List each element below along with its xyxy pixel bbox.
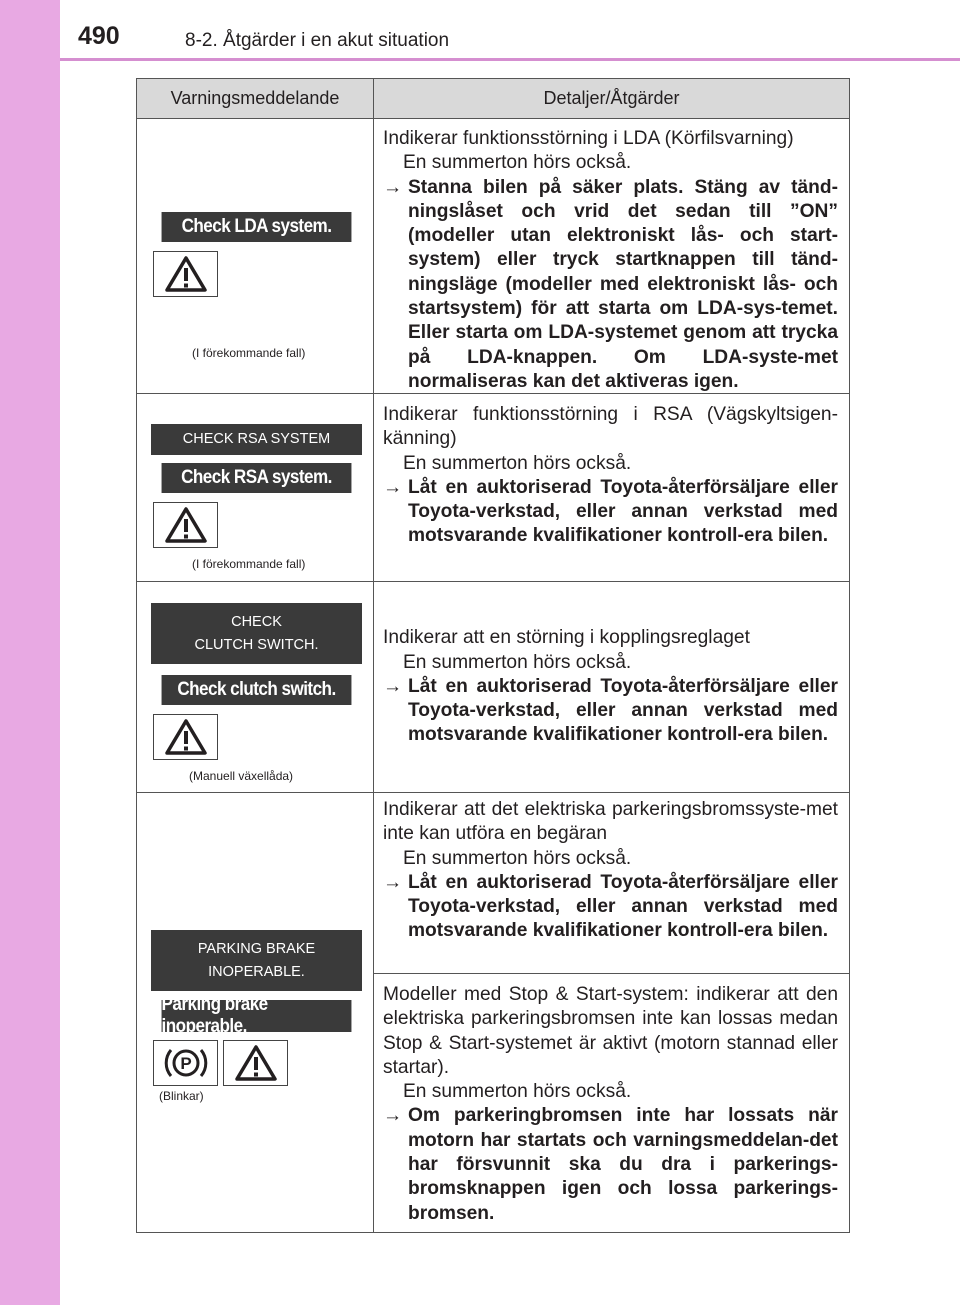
- message-line: INOPERABLE.: [208, 963, 305, 980]
- warning-triangle-icon: [164, 506, 208, 544]
- warning-icon-box: [153, 714, 218, 760]
- warning-icon-box: [153, 502, 218, 548]
- table-row: [137, 582, 849, 793]
- message-display: Check RSA system.: [162, 463, 352, 493]
- action-text: Låt en auktoriserad Toyota-återförsäljare eller Toyota-verkstad, eller annan verkstad med motsvarande kvalifikationer kontroll-era bilen.: [408, 871, 838, 942]
- action-text: Om parkeringbromsen inte har lossats när motorn har startats och varningsmeddelan-det har försvunnit ska du dra i parkerings-bromsknappen igen och lossa parkerings-bromsen.: [408, 1105, 838, 1224]
- details-intro: Indikerar att en störning i kopplingsreglaget: [383, 627, 750, 649]
- arrow-icon: →: [383, 871, 403, 893]
- details-cell: [374, 119, 849, 393]
- action-item: [383, 176, 838, 395]
- arrow-icon: →: [383, 1105, 403, 1127]
- header-rule: [60, 58, 960, 61]
- warning-icon-box: [153, 251, 218, 297]
- details-intro: Indikerar funktionsstörning i LDA (Körfilsvarning): [383, 128, 794, 149]
- arrow-icon: →: [383, 675, 403, 697]
- action-item: [383, 476, 838, 549]
- action-item: [383, 1104, 838, 1225]
- buzzer-note: En summerton hörs också.: [403, 152, 632, 174]
- page-number: 490: [78, 22, 120, 50]
- message-display: Parking brake inoperable.: [162, 1000, 352, 1032]
- details-cell: [374, 394, 849, 581]
- message-line: CLUTCH SWITCH.: [194, 636, 319, 653]
- details-intro: Indikerar funktionsstörning i RSA (Vägskyltsigen-känning): [383, 404, 838, 450]
- message-display: Check LDA system.: [162, 212, 352, 242]
- details-intro: Indikerar att det elektriska parkeringsbromssyste-met inte kan utföra en begäran: [383, 799, 838, 845]
- message-cell: [137, 394, 374, 581]
- column-header-message: Varningsmeddelande: [137, 79, 374, 118]
- details-text: [374, 119, 849, 394]
- condition-note: (Blinkar): [159, 1089, 204, 1103]
- details-intro: Modeller med Stop & Start-system: indikerar att den elektriska parkeringsbromsen inte kan lossas medan Stop & Start-systemet är aktivt (motorn stannad eller startar).: [383, 984, 838, 1078]
- svg-text:P: P: [179, 1054, 192, 1073]
- section-title: 8-2. Åtgärder i en akut situation: [185, 30, 450, 51]
- warning-triangle-icon: [164, 718, 208, 756]
- details-cell: [374, 582, 849, 792]
- action-text: Låt en auktoriserad Toyota-återförsäljare eller Toyota-verkstad, eller annan verkstad med motsvarande kvalifikationer kontroll-era bilen.: [408, 476, 838, 547]
- table-row: [137, 793, 849, 1233]
- buzzer-note: En summerton hörs också.: [403, 651, 632, 673]
- parking-brake-icon: [162, 1043, 210, 1083]
- column-header-details: Detaljer/Åtgärder: [543, 88, 680, 108]
- message-display: CHECK RSA SYSTEM: [151, 424, 362, 455]
- parking-brake-icon-box: [153, 1040, 218, 1086]
- message-display: [151, 930, 362, 991]
- message-cell: [137, 119, 374, 393]
- details-text: [374, 974, 849, 1226]
- message-display: Check clutch switch.: [162, 675, 352, 705]
- message-line: CHECK: [231, 613, 282, 630]
- warning-triangle-icon: [164, 255, 208, 293]
- arrow-icon: →: [383, 476, 403, 498]
- buzzer-note: En summerton hörs också.: [403, 452, 632, 474]
- action-text: Låt en auktoriserad Toyota-återförsäljare eller Toyota-verkstad, eller annan verkstad med motsvarande kvalifikationer kontroll-era bilen.: [408, 675, 838, 746]
- message-display: [151, 603, 362, 664]
- table-row: [137, 119, 849, 394]
- table-header: [137, 79, 849, 119]
- details-text: [374, 582, 849, 792]
- action-item: [383, 675, 838, 748]
- details-part: [374, 793, 849, 973]
- message-line: PARKING BRAKE: [197, 940, 316, 957]
- condition-note: (Manuell växellåda): [189, 769, 294, 783]
- buzzer-note: En summerton hörs också.: [403, 1081, 632, 1103]
- warning-table: [136, 78, 850, 1233]
- condition-note: (I förekommande fall): [192, 346, 306, 360]
- condition-note: (I förekommande fall): [192, 557, 306, 571]
- message-cell: [137, 793, 374, 1232]
- chapter-side-bar: [0, 0, 60, 1305]
- warning-icon-box: [223, 1040, 288, 1086]
- message-cell: [137, 582, 374, 792]
- details-text: [374, 394, 849, 549]
- details-part: [374, 973, 849, 1232]
- details-cell: [374, 793, 849, 1232]
- buzzer-note: En summerton hörs också.: [403, 847, 632, 869]
- details-text: [374, 793, 849, 944]
- table-row: [137, 394, 849, 582]
- action-text: Stanna bilen på säker plats. Stäng av tänd-ningslåset och vrid det sedan till ”ON” (modeller utan elektroniskt lås- och start-system) eller tryck startknappen till tänd-ningsläge (modeller med elektroniskt lås- och startsystem) för att starta om LDA-sys-temet. Eller starta om LDA-systemet genom att trycka på LDA-knappen. Om LDA-syste-met normaliseras kan det aktiveras igen.: [408, 176, 838, 392]
- arrow-icon: →: [383, 176, 403, 198]
- warning-triangle-icon: [234, 1044, 278, 1082]
- action-item: [383, 871, 838, 944]
